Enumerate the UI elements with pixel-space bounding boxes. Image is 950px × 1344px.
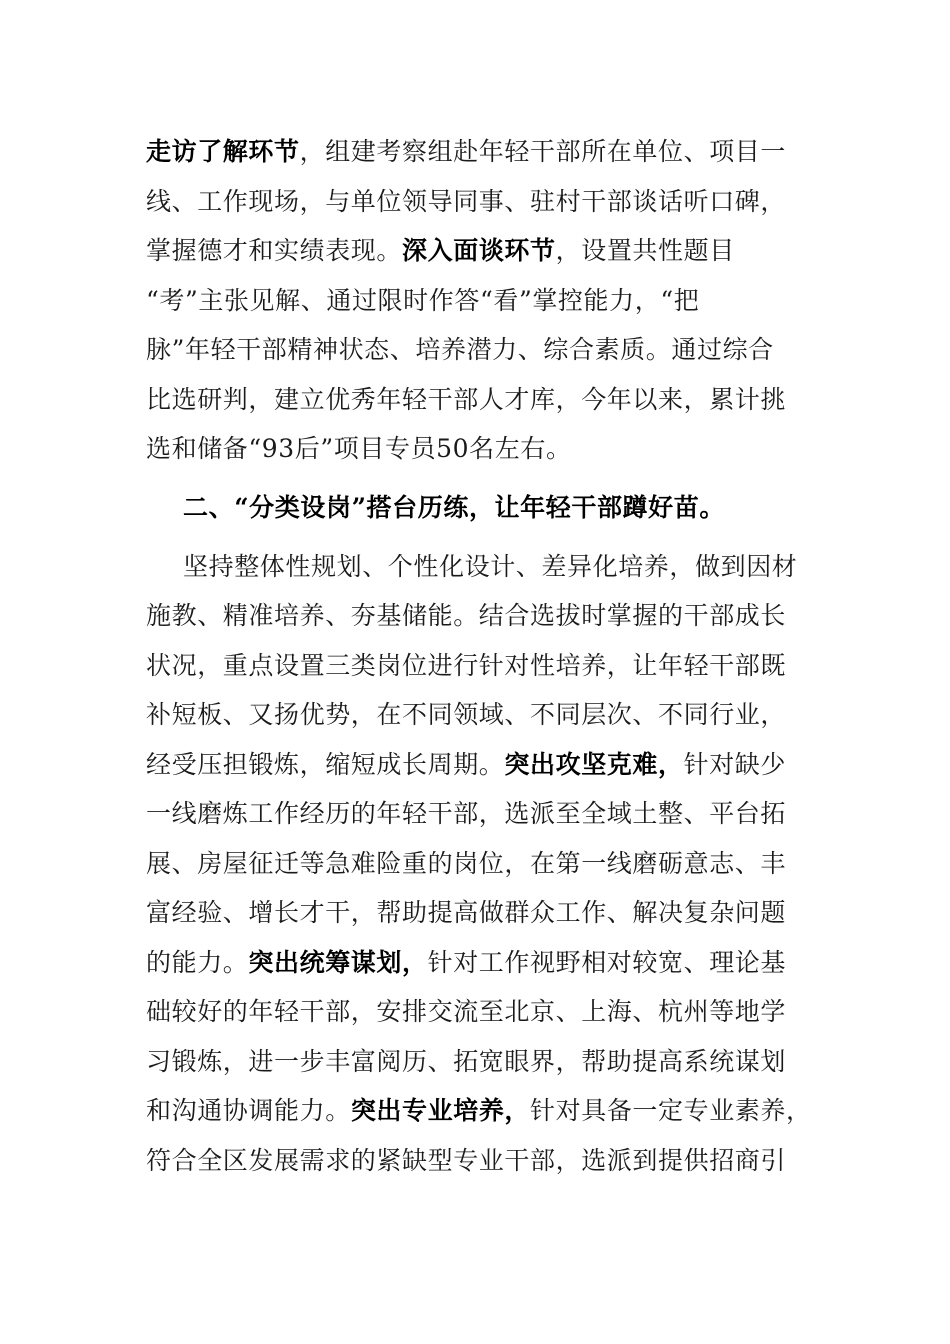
text-line [146, 429, 806, 469]
text-line [146, 893, 806, 933]
text-run: 针对具备一定专业素养， [530, 1096, 812, 1125]
text-line [146, 596, 806, 636]
text-line [146, 1141, 806, 1181]
text-run: 富经验、增长才干，帮助提高做群众工作、解决复杂问题 [146, 898, 787, 927]
text-run: 比选研判，建立优秀年轻干部人才库，今年以来，累计挑 [146, 385, 787, 414]
text-run: 一线磨炼工作经历的年轻干部，选派至全域土整、平台拓 [146, 799, 787, 828]
text-line [146, 132, 806, 172]
text-run: 针对工作视野相对较宽、理论基 [427, 948, 787, 977]
text-line [146, 1042, 806, 1082]
text-line [146, 1091, 812, 1131]
section-heading: 二、“分类设岗”搭台历练，让年轻干部蹲好苗。 [183, 493, 725, 522]
text-run: 施教、精准培养、夯基储能。结合选拔时掌握的干部成长 [146, 601, 787, 630]
text-run: 经受压担锻炼，缩短成长周期。 [146, 750, 505, 779]
text-line [146, 380, 806, 420]
text-run: 补短板、又扬优势，在不同领域、不同层次、不同行业， [146, 700, 787, 729]
bold-phrase: 深入面谈环节 [402, 236, 556, 265]
bold-phrase: 突出统筹谋划， [248, 948, 428, 977]
text-run: 坚持整体性规划、个性化设计、差异化培养，做到因材 [183, 552, 798, 581]
text-run: 状况，重点设置三类岗位进行针对性培养，让年轻干部既 [146, 651, 787, 680]
text-line [146, 745, 806, 785]
text-line [146, 943, 806, 983]
bold-phrase: 突出专业培养， [350, 1096, 531, 1125]
text-run: 符合全区发展需求的紧缺型专业干部，选派到提供招商引 [146, 1146, 787, 1175]
text-run: 的能力。 [146, 948, 249, 977]
text-run: “考”主张见解、通过限时作答“看”掌控能力，“把 [146, 286, 700, 315]
text-run: 针对缺少 [683, 750, 787, 779]
text-run: 脉”年轻干部精神状态、培养潜力、综合素质。通过综合 [146, 335, 774, 364]
text-run: 掌握德才和实绩表现。 [146, 236, 403, 265]
text-run: ，设置共性题目 [555, 236, 735, 265]
text-run: 和沟通协调能力。 [146, 1096, 351, 1125]
text-line [146, 231, 806, 271]
text-run: 习锻炼，进一步丰富阅历、拓宽眼界，帮助提高系统谋划 [146, 1047, 787, 1076]
text-line [146, 992, 806, 1032]
text-line [146, 794, 806, 834]
text-run: 础较好的年轻干部，安排交流至北京、上海、杭州等地学 [146, 997, 787, 1026]
text-line [183, 547, 843, 587]
bold-phrase: 走访了解环节 [146, 137, 300, 166]
text-line [146, 646, 806, 686]
bold-phrase: 突出攻坚克难， [504, 750, 684, 779]
text-run: 展、房屋征迁等急难险重的岗位，在第一线磨砺意志、丰 [146, 849, 787, 878]
text-run: ，组建考察组赴年轻干部所在单位、项目一 [299, 137, 787, 166]
text-run: 线、工作现场，与单位领导同事、驻村干部谈话听口碑， [146, 187, 787, 216]
text-line [146, 281, 806, 321]
text-line [146, 695, 806, 735]
text-line [146, 182, 806, 222]
text-run: 选和储备“93后”项目专员50名左右。 [146, 434, 572, 463]
text-line [146, 330, 806, 370]
text-line [146, 844, 806, 884]
